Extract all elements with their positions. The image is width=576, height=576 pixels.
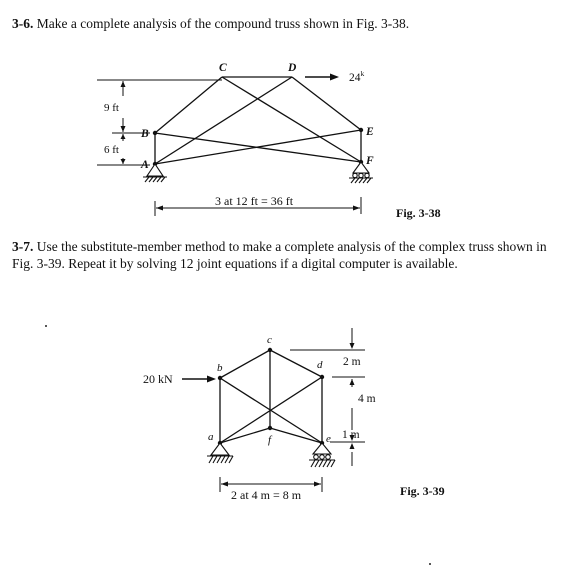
problem-number: 3-7. bbox=[12, 239, 34, 254]
label-E: E bbox=[366, 126, 374, 138]
label-b: b bbox=[217, 362, 223, 374]
load-arrow-20kN bbox=[182, 376, 216, 383]
label-B: B bbox=[141, 128, 149, 140]
figure-caption-3-39: Fig. 3-39 bbox=[400, 484, 445, 498]
problem-text: Make a complete analysis of the compound truss shown in Fig. 3-38. bbox=[36, 16, 410, 31]
label-F: F bbox=[366, 155, 374, 167]
label-e: e bbox=[326, 433, 331, 445]
vertical-dimensions-3-39 bbox=[290, 328, 365, 466]
label-D: D bbox=[288, 62, 297, 74]
label-a: a bbox=[208, 431, 214, 443]
load-label-3-39: 20 kN bbox=[143, 372, 173, 386]
truss-3-39-joints bbox=[218, 348, 324, 445]
dimension-6ft: 6 ft bbox=[104, 144, 119, 156]
label-C: C bbox=[219, 62, 227, 74]
member-cd bbox=[270, 350, 322, 377]
label-d: d bbox=[317, 359, 323, 371]
member-fe bbox=[270, 428, 322, 443]
member-bc bbox=[220, 350, 270, 378]
dimension-4m: 4 m bbox=[358, 393, 376, 405]
problem-number: 3-6. bbox=[12, 16, 34, 31]
load-label: 24$^k$ bbox=[349, 69, 365, 84]
print-speck bbox=[429, 563, 431, 565]
dimension-1m: 1 m bbox=[342, 429, 360, 441]
span-label: 3 at 12 ft = 36 ft bbox=[215, 194, 294, 208]
span-label-3-39: 2 at 4 m = 8 m bbox=[231, 488, 302, 502]
label-A: A bbox=[141, 159, 149, 171]
figure-caption-3-38: Fig. 3-38 bbox=[396, 206, 441, 220]
label-c: c bbox=[267, 334, 272, 346]
label-f: f bbox=[268, 434, 272, 446]
member-af bbox=[220, 428, 270, 443]
problem-text: Use the substitute-member method to make a complete analysis of the complex truss shown in Fig. 3-39. Repeat it by solving 12 joint equations if a digital computer is available. bbox=[12, 239, 547, 271]
dimension-9ft: 9 ft bbox=[104, 102, 119, 114]
support-a bbox=[207, 443, 233, 463]
support-e bbox=[309, 443, 335, 467]
dimension-2m: 2 m bbox=[343, 356, 361, 368]
